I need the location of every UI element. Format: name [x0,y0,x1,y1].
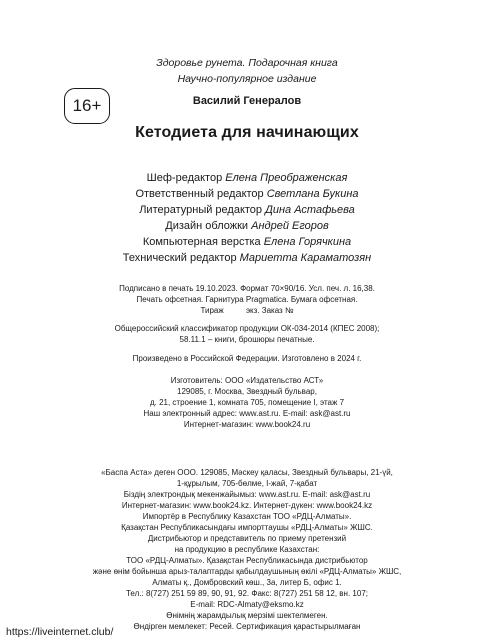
credit-name: Елена Преображенская [225,172,348,184]
kz-line: Импортёр в Республику Казахстан ТОО «РДЦ-Алматы». [142,512,352,521]
author-name: Василий Генералов [192,95,302,107]
classifier-info [0,323,494,345]
series-line: Здоровье рунета. Подарочная книга [156,57,338,69]
source-url-link[interactable]: https://liveinternet.club/ [6,626,114,638]
credit-role: Компьютерная верстка [142,236,261,248]
classifier-line: Общероссийский классификатор продукции ОК-034-2014 (КПЕС 2008); [114,324,380,333]
book-title: Кетодиета для начинающих [135,124,359,141]
classifier-line: 58.11.1 – книги, брошюры печатные. [179,335,315,344]
kz-line: на продукцию в республике Казахстан: [174,545,320,554]
credit-name: Дина Астафьева [265,204,355,216]
credit-line [0,186,494,202]
kz-line: Дистрибьютор и представитель по приему претензий [147,534,347,543]
made-in: Произведено в Российской Федерации. Изготовлено в 2024 г. [132,354,362,363]
credit-role: Шеф-редактор [146,172,223,184]
credit-name: Елена Горячкина [263,236,352,248]
publisher-line: Интернет-магазин: www.book24.ru [183,420,311,429]
credit-name: Светлана Букина [266,188,359,200]
credit-line [0,202,494,218]
credit-line [0,250,494,266]
series-info [0,55,494,87]
kz-line: Тел.: 8(727) 251 59 89, 90, 91, 92. Факс: 8(727) 251 58 12, вн. 107; [125,589,368,598]
print-info [0,283,494,316]
age-rating-badge: 16+ [64,88,110,124]
kz-line: және өнім бойынша арыз-талаптарды қабылдаушының өкілі «РДЦ-Алматы» ЖШС, [92,567,402,576]
publisher-line: Наш электронный адрес: www.ast.ru. E-mail: ask@ast.ru [143,409,351,418]
credit-role: Ответственный редактор [135,188,264,200]
print-line: Тираж экз. Заказ № [200,306,294,315]
credit-role: Технический редактор [122,252,237,264]
publisher-info [0,375,494,430]
kz-line: 1-құрылым, 705-бөлме, I-жай, 7-қабат [176,479,318,488]
publisher-line: Изготовитель: ООО «Издательство АСТ» [170,376,324,385]
credit-role: Дизайн обложки [165,220,249,232]
credit-name: Мариетта Караматозян [239,252,372,264]
kz-line: «Баспа Аста» деген ООО. 129085, Мәскеу қаласы, Звездный бульвары, 21-үй, [101,468,393,477]
kz-line: Өнімнің жарамдылық мерзімі шектелмеген. [166,611,328,620]
kazakhstan-info [0,467,494,632]
kz-line: ТОО «РДЦ-Алматы». Қазақстан Республикасында дистрибьютор [126,556,368,565]
credit-line [0,218,494,234]
print-line: Печать офсетная. Гарнитура Pragmatica. Бумага офсетная. [136,295,358,304]
credit-role: Литературный редактор [139,204,263,216]
kz-line: Алматы қ., Домбровский көш., 3а, литер Б, офис 1. [152,578,342,587]
credit-name: Андрей Егоров [251,220,329,232]
kz-line: Интернет-магазин: www.book24.kz. Интернет-дүкен: www.book24.kz [121,501,373,510]
publisher-line: 129085, г. Москва, Звездный бульвар, [177,387,317,396]
print-line: Подписано в печать 19.10.2023. Формат 70×90/16. Усл. печ. л. 16,38. [119,284,375,293]
kz-line: Өндірген мемлекет: Ресей. Сертификация қарастырылмаған [133,622,361,631]
publisher-line: д. 21, строение 1, комната 705, помещение I, этаж 7 [149,398,345,407]
credits-list [0,170,494,266]
credit-line [0,170,494,186]
series-line: Научно-популярное издание [177,73,317,85]
kz-line: Қазақстан Республикасындағы импорттаушы «РДЦ-Алматы» ЖШС. [121,523,373,532]
credit-line [0,234,494,250]
kz-line: E-mail: RDC-Almaty@eksmo.kz [190,600,304,609]
kz-line: Біздің электрондық мекенжайымыз: www.ast.ru. E-mail: ask@ast.ru [123,490,371,499]
